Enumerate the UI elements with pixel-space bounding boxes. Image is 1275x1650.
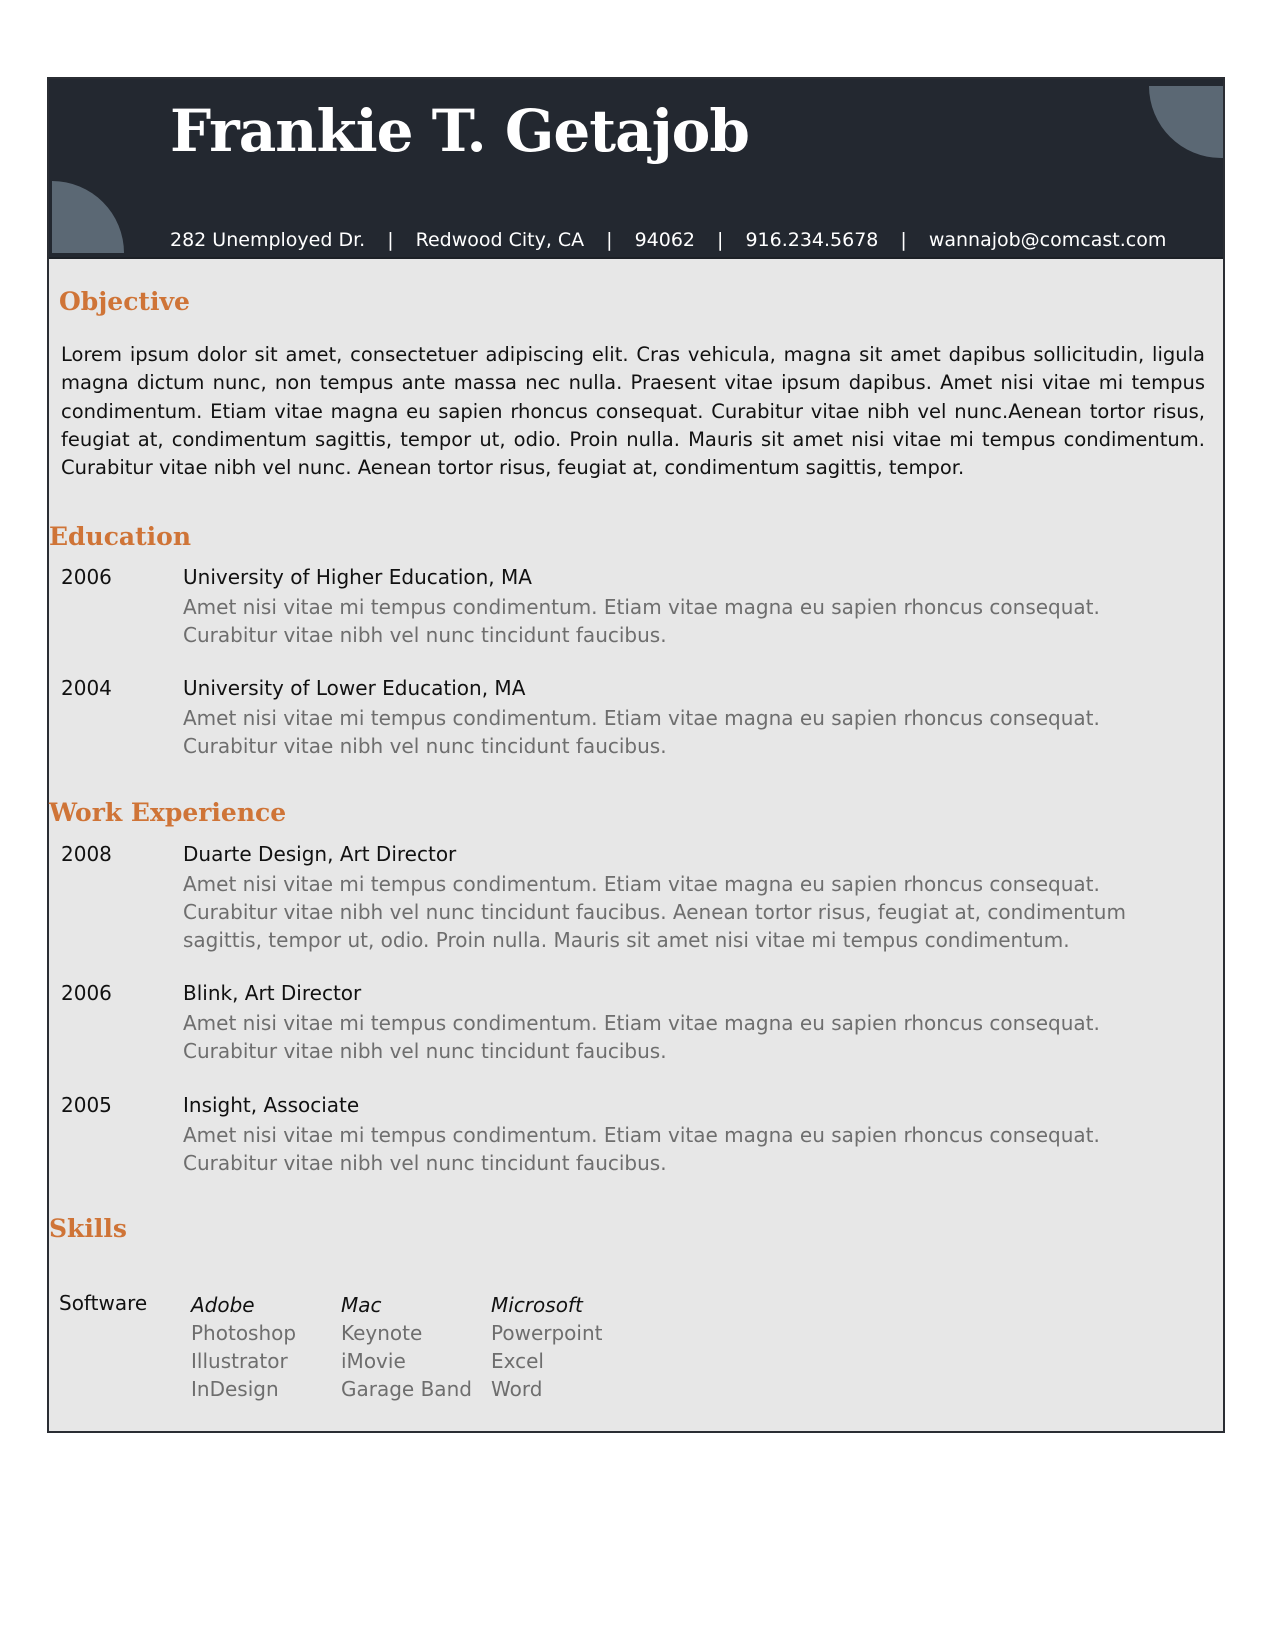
- entry-title: Duarte Design, Art Director: [183, 842, 457, 866]
- entry-description: Amet nisi vitae mi tempus condimentum. Etiam vitae magna eu sapien rhoncus consequat. Curabitur vitae nibh vel nunc tincidunt faucibus.: [183, 1011, 1100, 1063]
- skill-item: Garage Band: [341, 1377, 472, 1401]
- skill-item: Word: [491, 1377, 543, 1401]
- resume-header: [49, 79, 1223, 259]
- contact-separator: |: [387, 229, 394, 251]
- skills-category-label: Software: [59, 1291, 148, 1315]
- contact-city: Redwood City, CA: [415, 229, 585, 251]
- entry-description: Amet nisi vitae mi tempus condimentum. Etiam vitae magna eu sapien rhoncus consequat. Curabitur vitae nibh vel nunc tincidunt faucibus.: [183, 595, 1100, 647]
- contact-line: [170, 229, 1166, 251]
- skills-heading: Skills: [49, 1214, 127, 1243]
- corner-decoration: [1149, 86, 1223, 158]
- entry-year: 2006: [61, 565, 112, 589]
- entry-description: Amet nisi vitae mi tempus condimentum. Etiam vitae magna eu sapien rhoncus consequat. Curabitur vitae nibh vel nunc tincidunt faucibus. Aenean tortor risus, feugiat at, condimentum sagittis, tempor ut, odio. Proin nulla. Mauris sit amet nisi vitae mi tempus condimentum.: [183, 872, 1126, 952]
- objective-heading: Objective: [59, 287, 190, 316]
- skill-item: Powerpoint: [491, 1321, 603, 1345]
- entry-year: 2006: [61, 981, 112, 1005]
- resume-page: [47, 77, 1225, 1433]
- entry-title: Blink, Art Director: [183, 981, 362, 1005]
- skill-group-name: Microsoft: [491, 1293, 583, 1317]
- skill-item: InDesign: [191, 1377, 279, 1401]
- entry-title: Insight, Associate: [183, 1093, 360, 1117]
- contact-zip: 94062: [634, 229, 696, 251]
- entry-year: 2004: [61, 676, 112, 700]
- corner-decoration: [52, 181, 124, 253]
- entry-title: University of Higher Education, MA: [183, 565, 532, 589]
- contact-phone: 916.234.5678: [745, 229, 879, 251]
- contact-street: 282 Unemployed Dr.: [170, 229, 366, 251]
- entry-description: Amet nisi vitae mi tempus condimentum. Etiam vitae magna eu sapien rhoncus consequat. Curabitur vitae nibh vel nunc tincidunt faucibus.: [183, 1123, 1100, 1175]
- skill-group-name: Mac: [341, 1293, 382, 1317]
- entry-year: 2005: [61, 1093, 112, 1117]
- contact-email: wannajob@comcast.com: [928, 229, 1167, 251]
- work-experience-heading: Work Experience: [49, 798, 287, 827]
- skill-group-name: Adobe: [191, 1293, 255, 1317]
- skill-item: Illustrator: [191, 1349, 288, 1373]
- entry-title: University of Lower Education, MA: [183, 676, 526, 700]
- entry-description: Amet nisi vitae mi tempus condimentum. Etiam vitae magna eu sapien rhoncus consequat. Curabitur vitae nibh vel nunc tincidunt faucibus.: [183, 706, 1100, 758]
- contact-separator: |: [900, 229, 907, 251]
- candidate-name: Frankie T. Getajob: [170, 97, 749, 165]
- education-heading: Education: [49, 522, 192, 551]
- skill-item: Excel: [491, 1349, 544, 1373]
- contact-separator: |: [717, 229, 724, 251]
- entry-year: 2008: [61, 842, 112, 866]
- contact-separator: |: [606, 229, 613, 251]
- skill-item: Keynote: [341, 1321, 423, 1345]
- skill-group-microsoft: [491, 1291, 602, 1403]
- skill-group-adobe: [191, 1291, 296, 1403]
- objective-text: Lorem ipsum dolor sit amet, consectetuer adipiscing elit. Cras vehicula, magna sit amet dapibus sollicitudin, ligula magna dictum nunc, non tempus ante massa nec nulla. Praesent vitae ipsum dapibus. Amet nisi vitae mi tempus condimentum. Etiam vitae magna eu sapien rhoncus consequat. Curabitur vitae nibh vel nunc.Aenean tortor risus, feugiat at, condimentum sagittis, tempor ut, odio. Proin nulla. Mauris sit amet nisi vitae mi tempus condimentum. Curabitur vitae nibh vel nunc. Aenean tortor risus, feugiat at, condimentum sagittis, tempor.: [61, 343, 1205, 480]
- skill-item: Photoshop: [191, 1321, 297, 1345]
- skill-item: iMovie: [341, 1349, 406, 1373]
- skill-group-mac: [341, 1291, 472, 1403]
